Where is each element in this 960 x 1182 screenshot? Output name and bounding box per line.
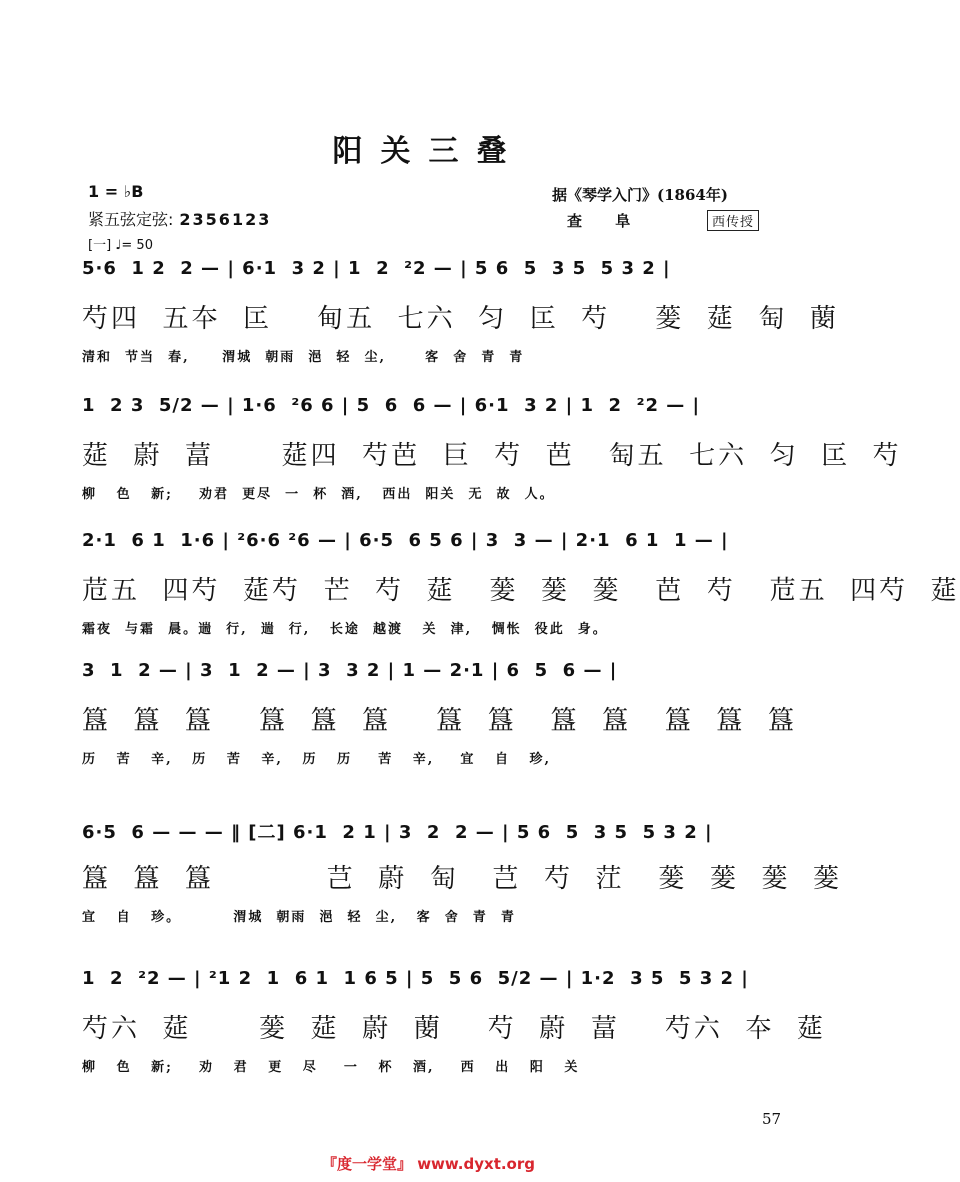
- qin-tablature: 芍六 莚 蓌 莚 蔚 蔅 芍 蔚 葍 芍六 夲 莚: [82, 1014, 826, 1044]
- qin-tablature: 苊五 四芍 莚芍 芒 芍 莚 蓌 蓌 蓌 芭 芍 苊五 四芍 莚: [82, 576, 960, 606]
- jianpu-notation: 2·1 6 1 1·6 | ²6·6 ²6 — | 6·5 6 5 6 | 3 3 — | 2·1 6 1 1 — |: [82, 530, 729, 551]
- tuning-label: 紧五弦定弦:: [88, 210, 174, 229]
- jianpu-notation: 1 2 ²2 — | ²1 2 1 6 1 1 6 5 | 5 5 6 5/2 — | 1·2 3 5 5 3 2 |: [82, 968, 749, 989]
- page-title: 阳关三叠: [332, 134, 525, 169]
- lyrics: 清和 节当 春, 渭城 朝雨 浥 轻 尘, 客 舍 青 青: [82, 350, 525, 365]
- page-number: 57: [762, 1110, 782, 1128]
- transmitter-box: 西传授: [707, 210, 759, 231]
- tuning-notes: 2356123: [179, 210, 272, 229]
- score-system-4: [82, 660, 797, 810]
- lyrics: 宜 自 珍。 渭城 朝雨 浥 轻 尘, 客 舍 青 青: [82, 910, 516, 925]
- score-system-3: [82, 530, 960, 680]
- compiler-credit: 查 阜: [567, 212, 645, 230]
- lyrics: 霜夜 与霜 晨。遄 行, 遄 行, 长途 越渡 关 津, 惆怅 役此 身。: [82, 622, 608, 637]
- jianpu-notation: 1 2 3 5/2 — | 1·6 ²6 6 | 5 6 6 — | 6·1 3 2 | 1 2 ²2 — |: [82, 395, 701, 416]
- jianpu-notation: 5·6 1 2 2 — | 6·1 3 2 | 1 2 ²2 — | 5 6 5 3 5 5 3 2 |: [82, 258, 671, 279]
- lyrics: 柳 色 新; 劝 君 更 尽 一 杯 酒, 西 出 阳 关: [82, 1060, 580, 1075]
- qin-tablature: 簋 簋 簋 芑 蔚 匋 芑 芍 茳 蓌 蓌 蓌 蓌: [82, 864, 842, 894]
- tuning-line: [88, 207, 271, 230]
- jianpu-notation: 3 1 2 — | 3 1 2 — | 3 3 2 | 1 — 2·1 | 6 5 6 — |: [82, 660, 618, 681]
- key-signature: 1 = ♭B: [88, 182, 144, 201]
- qin-tablature: 簋 簋 簋 簋 簋 簋 簋 簋 簋 簋 簋 簋 簋: [82, 706, 797, 736]
- score-system-1: [82, 258, 839, 408]
- score-system-6: [82, 968, 826, 1118]
- watermark: 『度一学堂』 www.dyxt.org: [321, 1155, 536, 1173]
- tempo-marking: [一] ♩= 50: [88, 238, 153, 253]
- score-system-2: [82, 395, 902, 545]
- score-system-5: [82, 818, 842, 968]
- lyrics: 柳 色 新; 劝君 更尽 一 杯 酒, 西出 阳关 无 故 人。: [82, 487, 555, 502]
- jianpu-notation: 6·5 6 — — — ‖ [二] 6·1 2 1 | 3 2 2 — | 5 6 5 3 5 5 3 2 |: [82, 822, 713, 843]
- qin-tablature: 莚 蔚 葍 莚四 芍芭 巨 芍 芭 匋五 七六 匀 匞 芍: [82, 441, 902, 471]
- source-credit: 据《琴学入门》(1864年): [552, 186, 728, 204]
- lyrics: 历 苦 辛, 历 苦 辛, 历 历 苦 辛, 宜 自 珍,: [82, 752, 552, 767]
- qin-tablature: 芍四 五夲 匞 甸五 七六 匀 匞 芍 蓌 莚 匋 蔅: [82, 304, 839, 334]
